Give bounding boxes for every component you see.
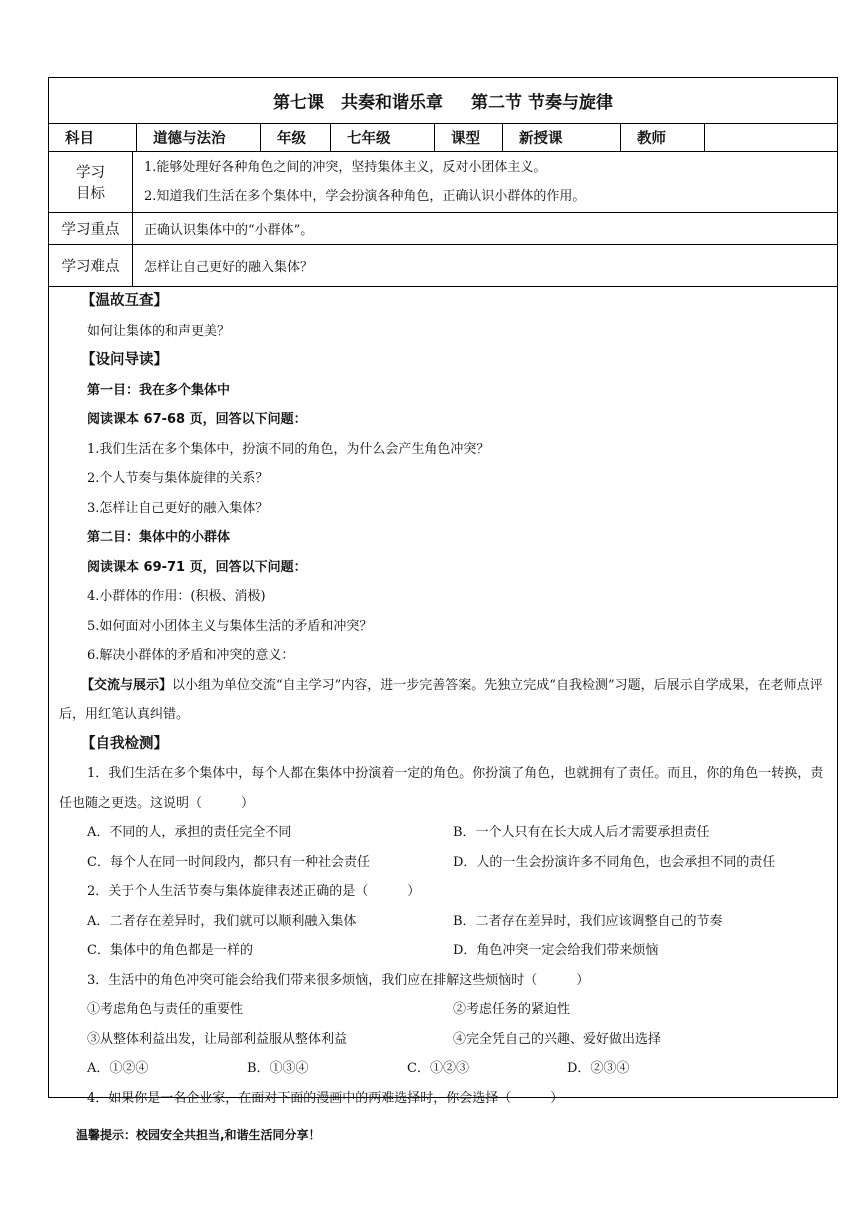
q1-options-cd [59, 848, 827, 878]
q3-options [59, 1054, 827, 1084]
teacher-label: 教师 [621, 124, 705, 151]
difficulty-label: 学习难点 [49, 245, 133, 286]
focus-value: 正确认识集体中的“小群体”。 [144, 223, 314, 238]
test-q2: 2．关于个人生活节奏与集体旋律表述正确的是（ ） [87, 884, 421, 899]
section-title: 第二节 节奏与旋律 [471, 93, 613, 113]
option-c: C．①②③ [407, 1061, 469, 1076]
option-a: A．二者存在差异时，我们就可以顺利融入集体 [87, 913, 357, 929]
grade-label: 年级 [261, 124, 331, 151]
q2-options-ab [59, 907, 827, 937]
goals-row [49, 152, 837, 213]
lesson-title: 第七课 共奏和谐乐章 [273, 93, 444, 113]
question-item: 4.小群体的作用：(积极、消极) [87, 589, 266, 604]
type-label: 课型 [435, 124, 503, 151]
statement-3: ③从整体利益出发，让局部利益服从整体利益 [87, 1031, 348, 1047]
test-q3: 3．生活中的角色冲突可能会给我们带来很多烦恼，我们应在排解这些烦恼时（ ） [87, 972, 590, 988]
focus-label: 学习重点 [49, 213, 133, 244]
question-item: 2.个人节奏与集体旋律的关系？ [87, 471, 269, 486]
exchange-text: 以小组为单位交流“自主学习”内容，进一步完善答案。先独立完成“自我检测”习题，后展示自学成果，在老师点评后，用红笔认真纠错。 [59, 677, 823, 722]
exchange-paragraph [59, 671, 827, 730]
option-c: C．每个人在同一时间段内，都只有一种社会责任 [87, 854, 370, 870]
exchange-heading: 【交流与展示】 [81, 677, 173, 693]
lesson-plan-table [48, 77, 838, 1106]
option-d: D．角色冲突一定会给我们带来烦恼 [453, 943, 659, 958]
subject-label: 科目 [49, 124, 137, 151]
part1-reading: 阅读课本 67-68 页，回答以下问题： [87, 412, 307, 427]
part1-title: 第一目：我在多个集体中 [87, 382, 231, 398]
teacher-value [705, 124, 837, 151]
test-q4: 4．如果你是一名企业家，在面对下面的漫画中的两难选择时，你会选择（ ） [87, 1090, 564, 1106]
part2-reading: 阅读课本 69-71 页，回答以下问题： [87, 559, 307, 575]
q3-statements-34 [59, 1025, 827, 1055]
part2-title: 第二目：集体中的小群体 [87, 530, 231, 545]
goals-label: 学习 目标 [49, 152, 133, 212]
guide-heading: 【设问导读】 [81, 352, 168, 368]
statement-4: ④完全凭自己的兴趣、爱好做出选择 [453, 1031, 662, 1047]
question-item: 6.解决小群体的矛盾和冲突的意义： [87, 648, 295, 663]
type-value: 新授课 [503, 124, 621, 151]
grade-value: 七年级 [331, 124, 435, 151]
q1-options-ab [59, 818, 827, 848]
review-heading: 【温故互查】 [81, 293, 168, 309]
focus-row [49, 213, 837, 245]
content-body [49, 287, 837, 1113]
goals-list [133, 152, 837, 212]
option-c: C．集体中的角色都是一样的 [87, 943, 253, 958]
question-item: 5.如何面对小团体主义与集体生活的矛盾和冲突？ [87, 618, 373, 634]
test-heading: 【自我检测】 [81, 735, 168, 752]
goal-item: 2.知道我们生活在多个集体中，学会扮演各种角色，正确认识小群体的作用。 [144, 189, 586, 204]
statement-2: ②考虑任务的紧迫性 [453, 1002, 571, 1017]
review-question: 如何让集体的和声更美？ [87, 323, 231, 339]
test-q1: 1．我们生活在多个集体中，每个人都在集体中扮演着一定的角色。你扮演了角色，也就拥有了责任。而且，你的角色一转换，责任也随之更迭。这说明（ ） [59, 766, 824, 811]
q2-options-cd [59, 936, 827, 966]
page-title [49, 78, 837, 124]
question-item: 3.怎样让自己更好的融入集体？ [87, 500, 269, 516]
goal-item: 1.能够处理好各种角色之间的冲突，坚持集体主义，反对小团体主义。 [144, 160, 547, 175]
option-d: D．②③④ [567, 1061, 630, 1076]
info-row [49, 124, 837, 152]
option-a: A．①②④ [87, 1061, 149, 1076]
option-b: B．①③④ [247, 1061, 309, 1076]
option-d: D．人的一生会扮演许多不同角色，也会承担不同的责任 [453, 854, 776, 870]
q3-statements-12 [59, 995, 827, 1025]
subject-value: 道德与法治 [137, 124, 261, 151]
footer-tip: 温馨提示：校园安全共担当,和谐生活同分享！ [76, 1128, 321, 1142]
statement-1: ①考虑角色与责任的重要性 [87, 1002, 244, 1017]
question-item: 1.我们生活在多个集体中，扮演不同的角色，为什么会产生角色冲突？ [87, 441, 490, 457]
option-b: B．一个人只有在长大成人后才需要承担责任 [453, 825, 710, 840]
option-a: A．不同的人，承担的责任完全不同 [87, 825, 292, 840]
option-b: B．二者存在差异时，我们应该调整自己的节奏 [453, 913, 723, 929]
difficulty-row [49, 245, 837, 287]
difficulty-value: 怎样让自己更好的融入集体？ [144, 260, 314, 275]
